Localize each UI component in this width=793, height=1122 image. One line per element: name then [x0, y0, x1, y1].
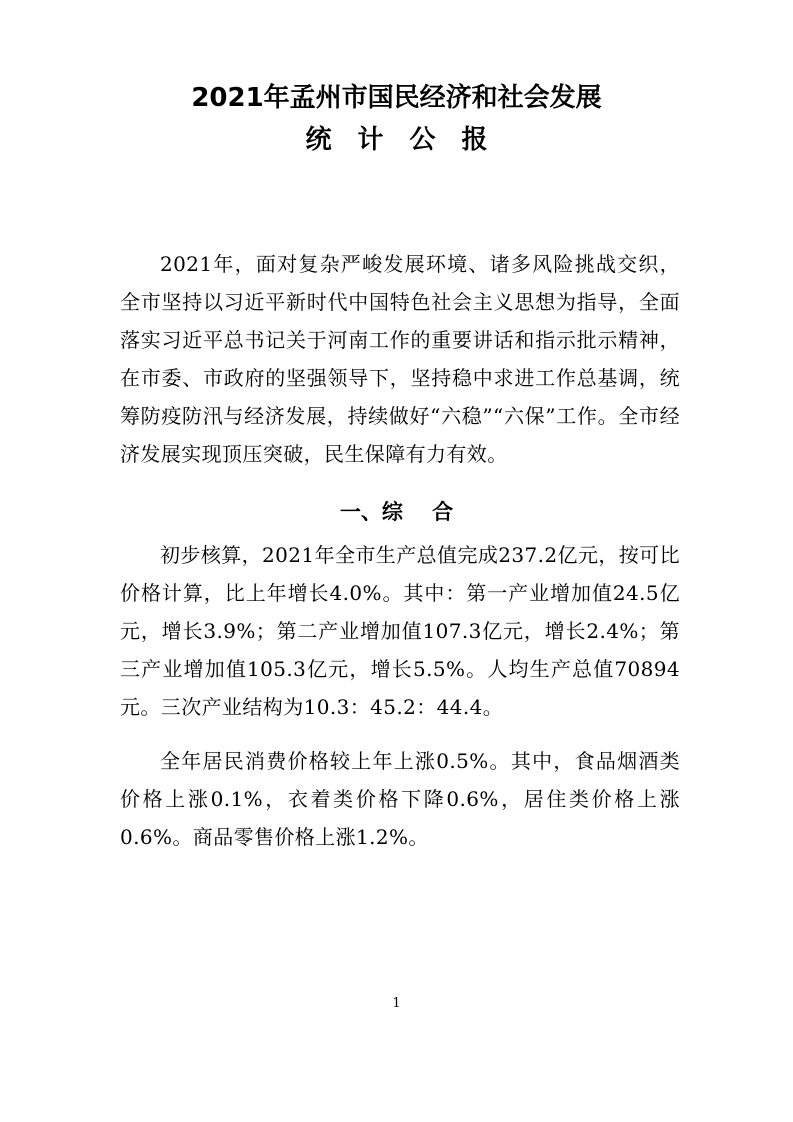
section-heading-overview: 一、综 合: [339, 500, 454, 524]
gdp-paragraph: 初步核算，2021年全市生产总值完成237.2亿元，按可比价格计算，比上年增长4.0%。其中：第一产业增加值24.5亿元，增长3.9%；第二产业增加值107.3亿元，增长2.4%；第三产业增加值105.3亿元，增长5.5%。人均生产总值70894元。三次产业结构为10.3：45.2：44.4。: [120, 543, 680, 719]
intro-paragraph: 2021年，面对复杂严峻发展环境、诸多风险挑战交织，全市坚持以习近平新时代中国特色社会主义思想为指导，全面落实习近平总书记关于河南工作的重要讲话和指示批示精神，在市委、市政府的坚强领导下，坚持稳中求进工作总基调，统筹防疫防汛与经济发展，持续做好“六稳”“六保”工作。全市经济发展实现顶压突破，民生保障有力有效。: [120, 252, 680, 466]
document-title-line-1: 2021年孟州市国民经济和社会发展: [191, 83, 602, 113]
document-title-line-2: 统计公报: [305, 125, 514, 155]
price-paragraph: 全年居民消费价格较上年上涨0.5%。其中，食品烟酒类价格上涨0.1%，衣着类价格下降0.6%，居住类价格上涨0.6%。商品零售价格上涨1.2%。: [120, 749, 680, 849]
page-number: 1: [392, 996, 401, 1011]
